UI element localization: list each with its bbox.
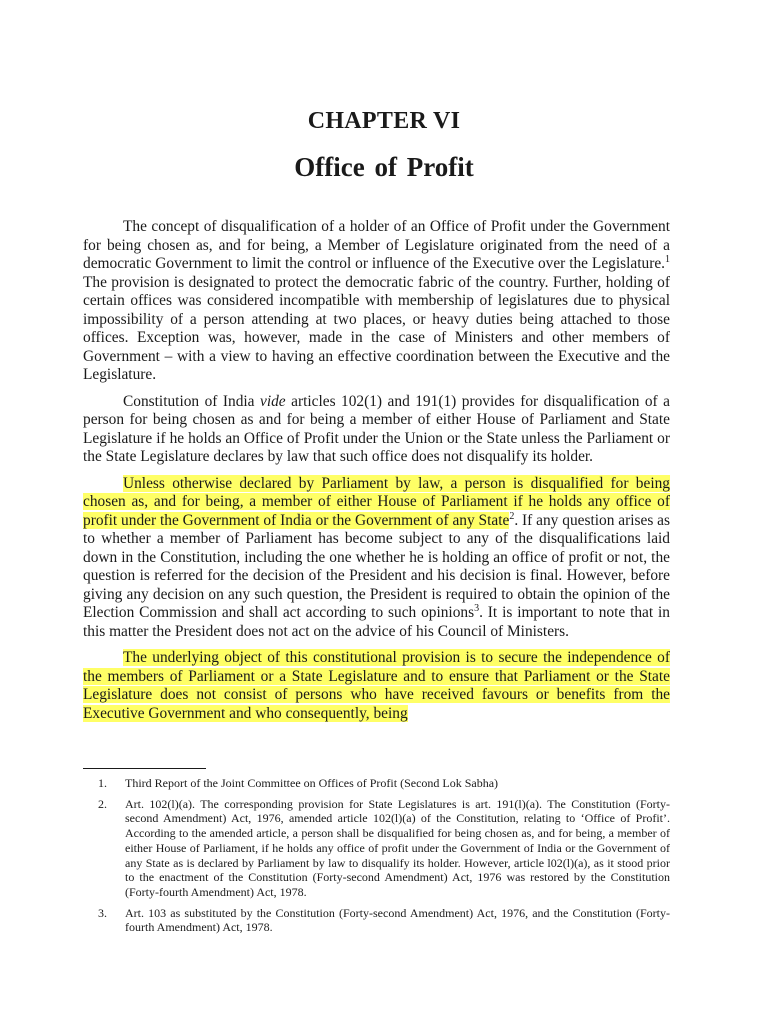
paragraph-1-text-b: The provision is designated to protect the democratic fabric of the country. Further, holding of certain offices was considered incompatible with membership of legislatures due to physical impossibility of a person attending at two places, or heavy duties being attached to those offices. Exception was, however, made in the case of Ministers and other members of Government – with a view to having an effective coordination between the Executive and the Legislature.	[83, 273, 670, 383]
chapter-label: CHAPTER VI	[307, 108, 461, 134]
vide-italic: vide	[260, 392, 286, 410]
footnote-ref-2: 2	[509, 510, 515, 522]
paragraph-1-text-a: The concept of disqualification of a holder of an Office of Profit under the Government for being chosen as, and for being, a Member of Legislature originated from the need of a democratic Government to limit the control or influence of the Executive over the Legislature.	[83, 218, 670, 272]
footnote-2	[83, 797, 670, 900]
footnote-ref-3: 3	[474, 602, 480, 614]
footnote-separator	[83, 768, 206, 769]
footnote-number: 1.	[98, 776, 107, 790]
paragraph-4	[83, 649, 670, 723]
footnotes	[83, 776, 670, 941]
footnote-number: 3.	[98, 905, 107, 920]
footnote-ref-1: 1	[665, 253, 670, 265]
paragraph-3-text-c: . It is important to note that in this matter the President does not act on the advice of his Council of Ministers.	[83, 604, 670, 640]
paragraph-1	[83, 218, 670, 385]
body-text	[83, 218, 670, 731]
paragraph-3	[83, 475, 670, 642]
paragraph-2-text-a: Constitution of India	[123, 392, 260, 410]
footnote-3	[83, 906, 670, 935]
footnote-text: Art. 102(l)(a). The corresponding provision for State Legislatures is art. 191(l)(a). The Constitution (Forty-second Amendment) Act, 1976, amended article 102(l)(a) of the Constitution, relating to ‘Office of Profit’. According to the amended article, a person shall be disqualified for being chosen as, and for being, a member of either House of Parliament, if he holds any office of profit under the Government of India or the Government of any State as is declared by Parliament by law to disqualify its holder. However, article l02(l)(a), as it stood prior to the enactment of the Constitution (Forty-second Amendment) Act, 1976 was restored by the Constitution (Forty-fourth Amendment) Act, 1978.	[125, 796, 670, 899]
footnote-number: 2.	[98, 796, 107, 811]
paragraph-2-text-b: articles 102(1) and 191(1) provides for disqualification of a person for being chosen as and for being a member of either House of Parliament and State Legislature if he holds an Office of Profit under the Union or the State unless the Parliament or the State Legislature declares by law that such office does not disqualify its holder.	[83, 392, 670, 465]
footnote-text: Third Report of the Joint Committee on Offices of Profit (Second Lok Sabha)	[125, 776, 499, 790]
paragraph-3-text-b: . If any question arises as to whether a member of Parliament has become subject to any of the disqualifications laid down in the Constitution, including the one whether he is holding an office of profit or not, the question is referred for the decision of the President and his decision is final. However, before giving any decision on any such question, the President is required to obtain the opinion of the Election Commission and shall act according to such opinions	[83, 511, 671, 621]
chapter-title: Office of Profit	[294, 152, 474, 182]
paragraph-2	[83, 393, 670, 467]
highlighted-text: The underlying object of this constitutional provision is to secure the independence of the members of Parliament or a State Legislature and to ensure that Parliament or the State Legislature does not consist of persons who have received favours or benefits from the Executive Government and who consequently, being	[83, 649, 670, 722]
footnote-text: Art. 103 as substituted by the Constitution (Forty-second Amendment) Act, 1976, and the Constitution (Forty-fourth Amendment) Act, 1978.	[125, 905, 670, 935]
highlighted-text: Unless otherwise declared by Parliament by law, a person is disqualified for being chosen as, and for being, a member of either House of Parliament if he holds any office of profit under the Government of India or the Government of any State	[83, 474, 670, 529]
footnote-1	[83, 776, 670, 791]
